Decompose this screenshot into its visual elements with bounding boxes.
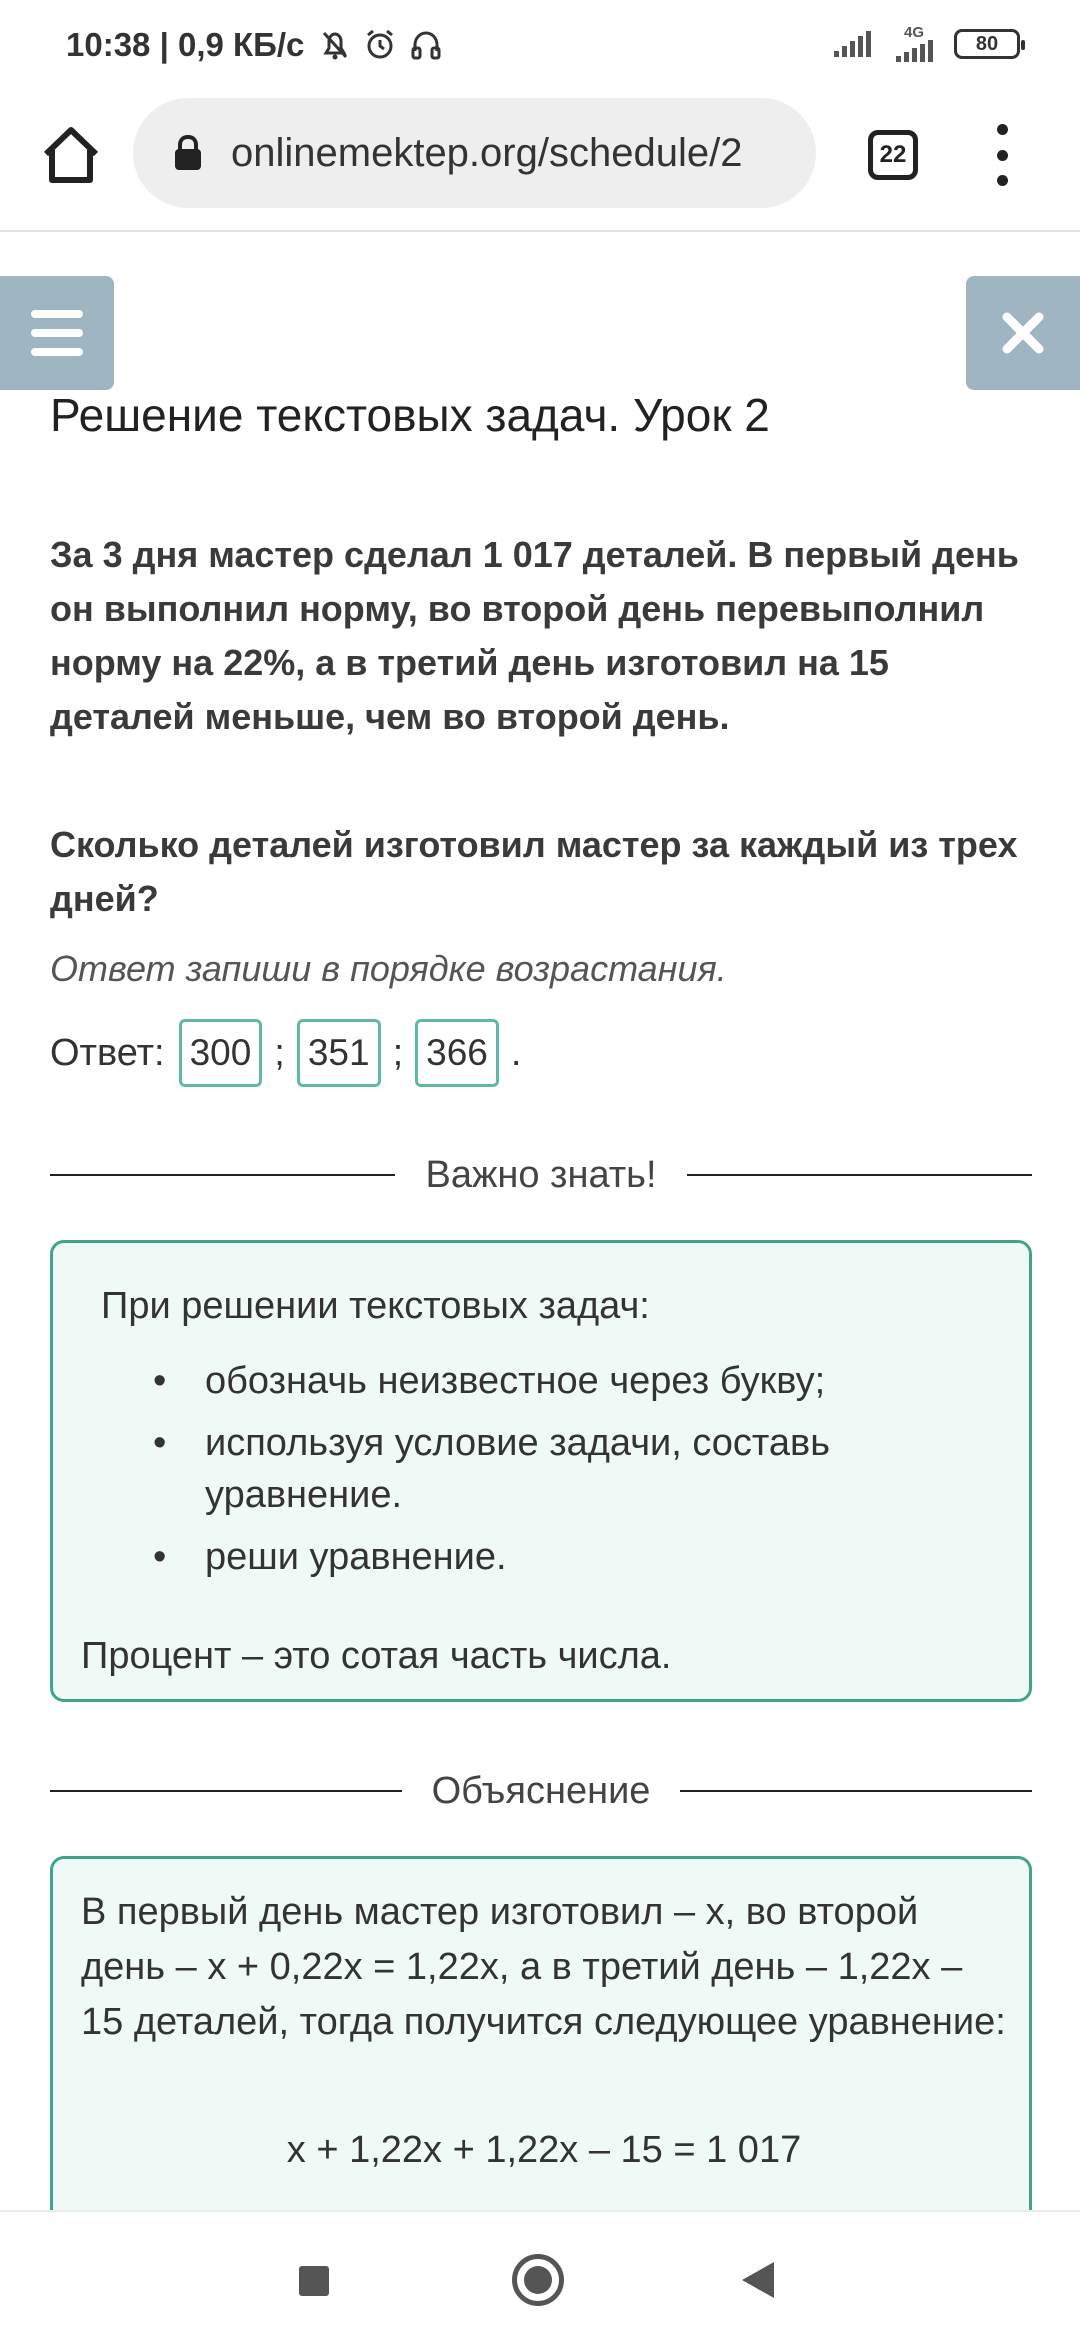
nav-home-icon[interactable] xyxy=(512,2254,564,2306)
status-left xyxy=(66,26,442,64)
headphones-icon xyxy=(410,29,442,61)
menu-hamburger-button[interactable] xyxy=(0,276,114,390)
answer-input-1[interactable]: 300 xyxy=(179,1019,263,1087)
answer-separator: ; xyxy=(392,1031,404,1074)
answer-end: . xyxy=(510,1031,522,1074)
address-bar[interactable] xyxy=(133,98,816,208)
problem-text: За 3 дня мастер сделал 1 017 деталей. В первый день он выполнил норму, во второй день перевыполнил норму на 22%, а в третий день изготовил на 15 деталей меньше, чем во второй день. xyxy=(50,534,1019,737)
alarm-icon xyxy=(364,29,396,61)
answer-row xyxy=(50,1018,533,1088)
back-icon[interactable] xyxy=(742,2262,774,2298)
signal-icon xyxy=(832,29,874,59)
mute-bell-icon xyxy=(320,29,350,61)
explanation-text: В первый день мастер изготовил – x, во второй день – x + 0,22x = 1,22x, а в третий день – 1,22x – 15 деталей, тогда получится следующее уравнение: xyxy=(81,1891,1006,2043)
explanation-box xyxy=(50,1856,1032,2226)
system-nav-bar xyxy=(0,2210,1080,2340)
home-icon[interactable] xyxy=(40,124,102,186)
important-box xyxy=(50,1240,1032,1702)
close-button[interactable] xyxy=(966,276,1080,390)
page-title: Решение текстовых задач. Урок 2 xyxy=(50,389,770,441)
tab-count: 22 xyxy=(879,141,907,168)
explanation-equation: x + 1,22x + 1,22x – 15 = 1 017 xyxy=(286,2129,802,2171)
answer-hint: Ответ запиши в порядке возрастания. xyxy=(50,948,727,989)
browser-menu-icon[interactable] xyxy=(990,124,1014,186)
status-right xyxy=(832,26,1020,62)
status-bar xyxy=(0,0,1080,96)
answer-label: Ответ: xyxy=(50,1031,165,1074)
answer-input-3[interactable]: 366 xyxy=(415,1019,499,1087)
recent-apps-icon[interactable] xyxy=(299,2266,329,2296)
list-item: • обозначь неизвестное через букву; xyxy=(153,1355,1003,1407)
status-icons xyxy=(320,29,442,61)
important-heading: Важно знать! xyxy=(425,1153,657,1196)
list-item: • реши уравнение. xyxy=(153,1531,1003,1583)
battery-level: 80 xyxy=(975,32,999,55)
important-note: Процент – это сотая часть числа. xyxy=(81,1635,672,1677)
browser-toolbar xyxy=(0,96,1080,232)
explanation-divider xyxy=(50,1766,1032,1816)
question-text: Сколько деталей изготовил мастер за каждый из трех дней? xyxy=(50,824,1018,919)
important-list xyxy=(153,1355,1003,1593)
battery-indicator xyxy=(954,29,1020,59)
lock-icon xyxy=(173,134,203,172)
network-4g-icon xyxy=(894,26,934,62)
url-text: onlinemektep.org/schedule/2 xyxy=(231,130,743,175)
important-lead: При решении текстовых задач: xyxy=(101,1285,650,1327)
explanation-heading: Объяснение xyxy=(431,1769,651,1812)
answer-separator: ; xyxy=(274,1031,285,1074)
network-label: 4G xyxy=(903,24,924,41)
list-item: • используя условие задачи, составь уравнение. xyxy=(153,1417,1003,1521)
status-time-speed: 10:38 | 0,9 КБ/с xyxy=(66,26,305,63)
important-divider xyxy=(50,1150,1032,1200)
tab-switcher-button[interactable] xyxy=(868,130,918,180)
close-icon xyxy=(1001,311,1045,355)
answer-input-2[interactable]: 351 xyxy=(297,1019,381,1087)
